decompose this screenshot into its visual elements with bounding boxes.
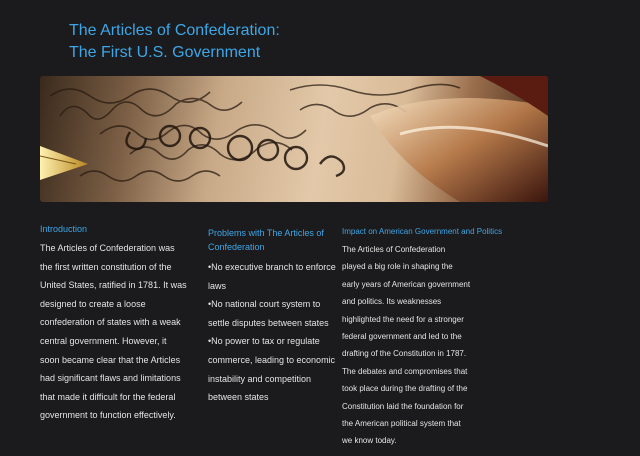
impact-line: The debates and compromises that [342, 366, 468, 376]
problems-line: •No executive branch to enforce [208, 262, 336, 272]
introduction-line: soon became clear that the Articles [40, 354, 181, 365]
impact-line: the American political system that [342, 419, 461, 429]
impact-section [342, 226, 522, 450]
introduction-line: confederation of states with a weak [40, 317, 181, 328]
introduction-line: government to function effectively. [40, 410, 176, 421]
problems-line: between states [208, 392, 269, 403]
introduction-section [40, 222, 190, 425]
introduction-line: had significant flaws and limitations [40, 373, 181, 384]
problems-line: •No national court system to [208, 299, 321, 310]
problems-line: •No power to tax or regulate [208, 336, 320, 347]
impact-line: Constitution laid the foundation for [342, 401, 464, 411]
impact-line: The Articles of Confederation [342, 245, 446, 254]
page-title-line-2: The First U.S. Government [69, 44, 261, 61]
impact-line: we know today. [342, 436, 397, 446]
introduction-line: designed to create a loose [40, 298, 146, 309]
introduction-line: the first written constitution of the [40, 261, 172, 272]
impact-line: drafting of the Constitution in 1787. [342, 349, 467, 359]
problems-line: laws [208, 280, 227, 291]
problems-line: settle disputes between states [208, 317, 329, 328]
impact-line: early years of American government [342, 279, 471, 289]
introduction-heading: Introduction [40, 224, 88, 234]
impact-line: and politics. Its weaknesses [342, 297, 442, 307]
parchment-quill-illustration-icon [40, 76, 548, 202]
problems-line: instability and competition [208, 373, 312, 384]
problems-line: commerce, leading to economic [208, 354, 336, 365]
introduction-line: United States, ratified in 1781. It was [40, 280, 187, 291]
problems-heading: Problems with The Articles of Confederation [208, 228, 324, 252]
introduction-line: that made it difficult for the federal [40, 391, 176, 402]
impact-line: played a big role in shaping the [342, 262, 453, 272]
impact-line: highlighted the need for a stronger [342, 314, 464, 324]
impact-heading: Impact on American Government and Politics [342, 227, 503, 236]
impact-line: federal government and led to the [342, 332, 462, 342]
page-title [69, 20, 280, 64]
page-title-line-1: The Articles of Confederation: [69, 22, 280, 39]
impact-line: took place during the drafting of the [342, 384, 468, 394]
hero-image [40, 76, 548, 202]
introduction-line: central government. However, it [40, 335, 167, 346]
problems-section [208, 226, 336, 407]
introduction-line: The Articles of Confederation was [40, 243, 175, 253]
